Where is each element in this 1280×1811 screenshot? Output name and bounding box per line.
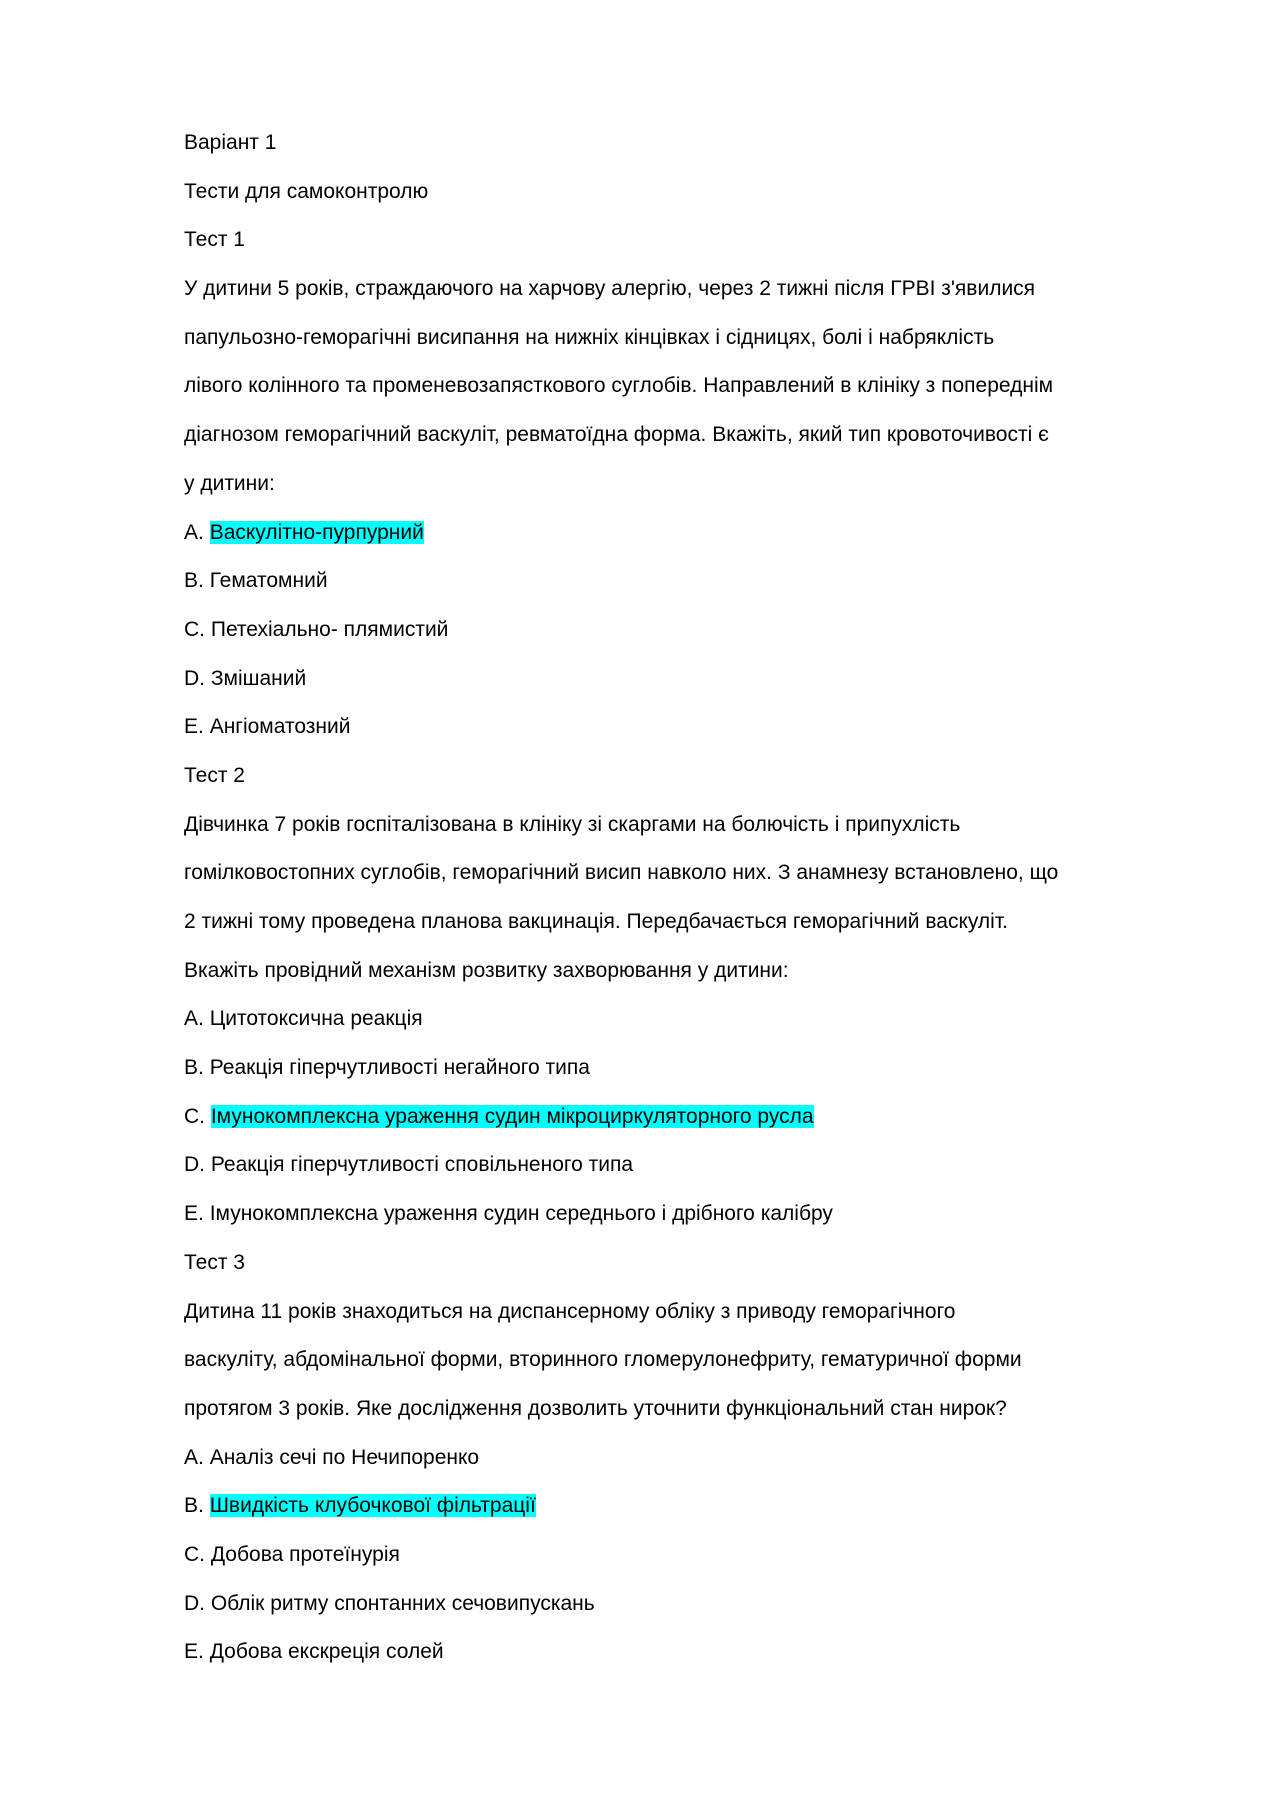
document-subtitle: Тести для самоконтролю: [184, 179, 429, 203]
option-letter: A.: [184, 1445, 210, 1469]
option-letter: C.: [184, 1104, 211, 1128]
option-letter: D.: [184, 1591, 211, 1615]
answer-option: [184, 655, 1104, 704]
test-title: Тест 2: [184, 763, 245, 787]
answer-option: [184, 1580, 1104, 1629]
question-line: у дитини:: [184, 471, 275, 495]
option-text: Аналіз сечі по Нечипоренко: [209, 1445, 480, 1469]
option-letter: D.: [184, 1153, 211, 1177]
option-text: Облік ритму спонтанних сечовипускань: [210, 1591, 595, 1615]
option-letter: E.: [184, 715, 210, 739]
option-letter: B.: [184, 1056, 210, 1080]
question-line: лівого колінного та променевозапясткового суглобів. Направлений в клініку з попереднім: [184, 374, 1054, 398]
answer-option: [184, 1190, 1104, 1239]
test-block: [184, 216, 1104, 752]
option-text: Добова протеїнурія: [210, 1542, 400, 1566]
test-block: [184, 752, 1104, 1239]
document-body: [184, 119, 1104, 1677]
question-line: Вкажіть провідний механізм розвитку захворювання у дитини:: [184, 958, 789, 982]
option-text: Ангіоматозний: [209, 715, 351, 739]
option-text: Реакція гіперчутливості негайного типа: [209, 1056, 590, 1080]
question-line: Дівчинка 7 років госпіталізована в клініку зі скаргами на болючість і припухлість: [184, 812, 961, 836]
answer-option: [184, 1141, 1104, 1190]
option-letter: B.: [184, 569, 210, 593]
answer-option: [184, 557, 1104, 606]
option-letter: A.: [184, 1007, 210, 1031]
option-letter: E.: [184, 1640, 210, 1664]
option-letter: A.: [184, 520, 210, 544]
question-line: протягом 3 років. Яке дослідження дозволить уточнити функціональний стан нирок?: [184, 1396, 1007, 1420]
question-line: 2 тижні тому проведена планова вакцинація. Передбачається геморагічний васкуліт.: [184, 910, 1008, 933]
option-letter: D.: [184, 666, 211, 690]
variant-title: Варіант 1: [184, 131, 277, 154]
test-title: Тест 3: [184, 1250, 245, 1274]
test-block: [184, 1239, 1104, 1677]
option-text: Добова екскреція солей: [209, 1640, 444, 1664]
question-line: Дитина 11 років знаходиться на диспансерному обліку з приводу геморагічного: [184, 1299, 956, 1323]
option-letter: B.: [184, 1494, 210, 1518]
option-text-highlighted: Швидкість клубочкової фільтрації: [209, 1494, 536, 1518]
question-line: папульозно-геморагічні висипання на нижніх кінцівках і сідницях, болі і набряклість: [184, 325, 995, 349]
question-line: діагнозом геморагічний васкуліт, ревматоїдна форма. Вкажіть, який тип кровоточивості є: [184, 423, 1049, 447]
answer-option: [184, 1482, 1104, 1531]
option-text-highlighted: Імунокомплексна ураження судин мікроциркуляторного русла: [210, 1104, 814, 1128]
answer-option: [184, 1044, 1104, 1093]
option-text: Цитотоксична реакція: [209, 1007, 423, 1031]
option-text: Змішаний: [210, 666, 307, 690]
answer-option: [184, 1093, 1104, 1142]
test-title: Тест 1: [184, 228, 245, 252]
option-text-highlighted: Васкулітно-пурпурний: [209, 520, 424, 544]
question-line: У дитини 5 років, страждаючого на харчову алергію, через 2 тижні після ГРВІ з'явилися: [184, 277, 1036, 301]
option-text: Реакція гіперчутливості сповільненого типа: [210, 1153, 633, 1177]
answer-option: [184, 1628, 1104, 1677]
answer-option: [184, 509, 1104, 558]
option-text: Петехіально- плямистий: [210, 617, 449, 641]
question-line: гомілковостопних суглобів, геморагічний висип навколо них. З анамнезу встановлено, що: [184, 861, 1059, 885]
answer-option: [184, 1434, 1104, 1483]
answer-option: [184, 606, 1104, 655]
answer-option: [184, 703, 1104, 752]
answer-option: [184, 995, 1104, 1044]
answer-option: [184, 1531, 1104, 1580]
option-text: Імунокомплексна ураження судин середнього і дрібного калібру: [209, 1202, 833, 1226]
option-letter: E.: [184, 1202, 210, 1226]
option-text: Гематомний: [209, 569, 328, 593]
question-line: васкуліту, абдомінальної форми, вторинного гломерулонефриту, гематуричної форми: [184, 1348, 1022, 1372]
option-letter: C.: [184, 1542, 211, 1566]
option-letter: C.: [184, 617, 211, 641]
